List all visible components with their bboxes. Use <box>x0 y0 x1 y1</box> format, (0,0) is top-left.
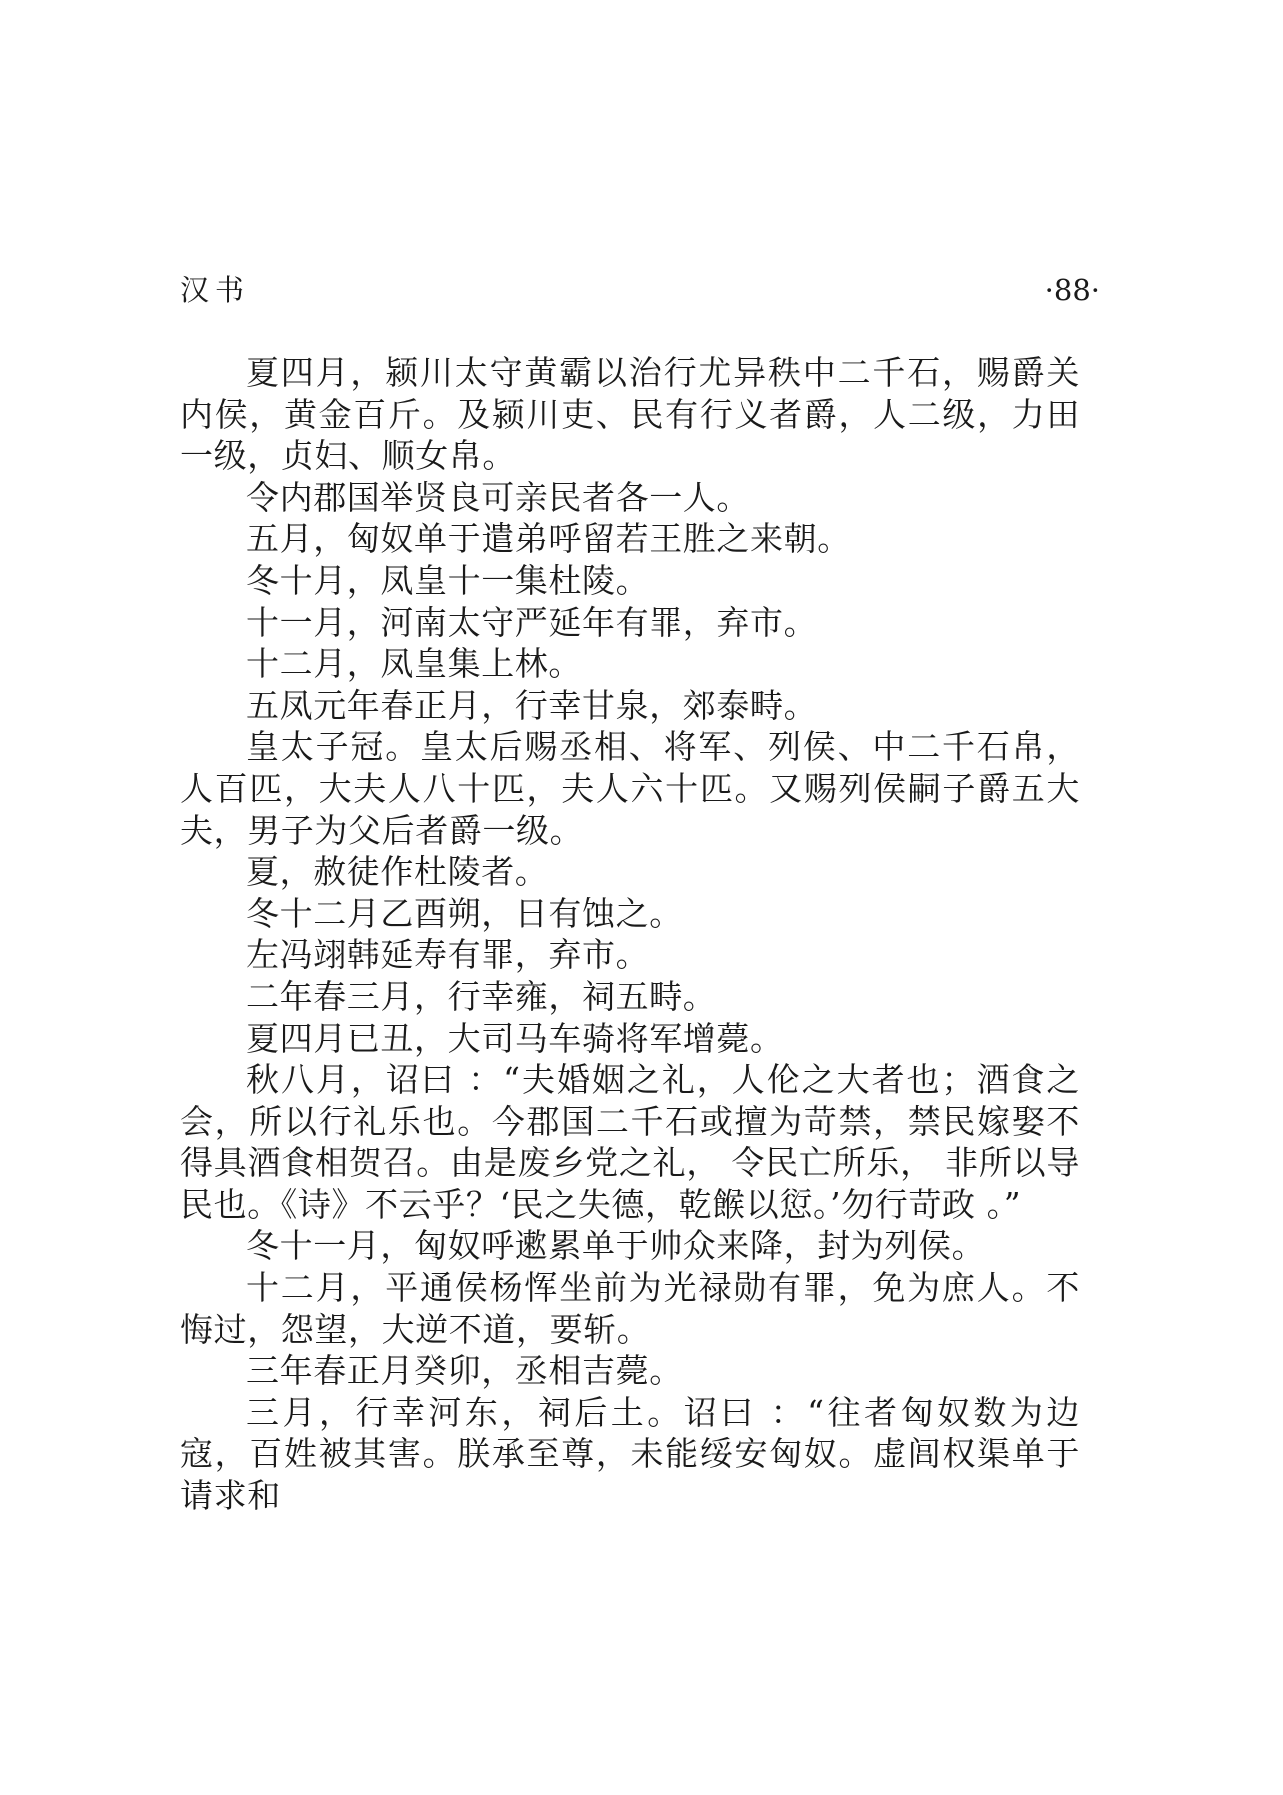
page-number: ·88· <box>1044 273 1100 307</box>
paragraph: 左冯翊韩延寿有罪，弃市。 <box>246 935 650 975</box>
paragraph: 十二月，平通侯杨恽坐前为光禄勋有罪，免为庶人。不悔过，怨望，大逆不道，要斩。 <box>180 1268 1080 1349</box>
paragraph: 十二月，凤皇集上林。 <box>246 644 582 684</box>
paragraph: 三月，行幸河东，祠后土。诏曰 ：“往者匈奴数为边寇，百姓被其害。朕承至尊，未能绥安匈奴。虚闾权渠单于请求和 <box>180 1392 1080 1516</box>
paragraph: 三年春正月癸卯，丞相吉薨。 <box>246 1351 683 1391</box>
paragraph: 十一月，河南太守严延年有罪，弃市。 <box>246 602 818 642</box>
paragraph: 秋八月，诏曰 ：“夫婚姻之礼，人伦之大者也；酒食之会，所以行礼乐也。今郡国二千石或擅为苛禁，禁民嫁娶不得具酒食相贺召。由是废乡党之礼， 令民亡所乐， 非所以导民也。《诗》不云乎？‘民之失德，乾餱以愆。’勿行苛政 。” <box>180 1060 1080 1224</box>
paragraph: 夏四月已丑，大司马车骑将军增薨。 <box>246 1018 784 1058</box>
paragraph: 令内郡国举贤良可亲民者各一人。 <box>246 477 750 517</box>
paragraph: 冬十二月乙酉朔，日有蚀之。 <box>246 893 683 933</box>
paragraph: 夏，赦徒作杜陵者。 <box>246 852 549 892</box>
body-text <box>180 352 1080 1517</box>
paragraph: 夏四月，颍川太守黄霸以治行尤异秩中二千石，赐爵关内侯，黄金百斤。及颍川吏、民有行义者爵，人二级，力田一级，贞妇、顺女帛。 <box>180 353 1080 476</box>
running-header <box>180 268 1100 312</box>
book-title: 汉书 <box>180 273 251 307</box>
paragraph: 冬十月，凤皇十一集杜陵。 <box>246 560 650 600</box>
paragraph: 冬十一月，匈奴呼遬累单于帅众来降，封为列侯。 <box>246 1226 986 1266</box>
paragraph: 五凤元年春正月，行幸甘泉，郊泰畤。 <box>246 685 818 725</box>
paragraph: 二年春三月，行幸雍，祠五畤。 <box>246 976 717 1016</box>
paragraph: 五月，匈奴单于遣弟呼留若王胜之来朝。 <box>246 519 851 559</box>
paragraph: 皇太子冠。皇太后赐丞相、将军、列侯、中二千石帛，人百匹，大夫人八十匹，夫人六十匹。又赐列侯嗣子爵五大夫，男子为父后者爵一级。 <box>180 727 1080 850</box>
